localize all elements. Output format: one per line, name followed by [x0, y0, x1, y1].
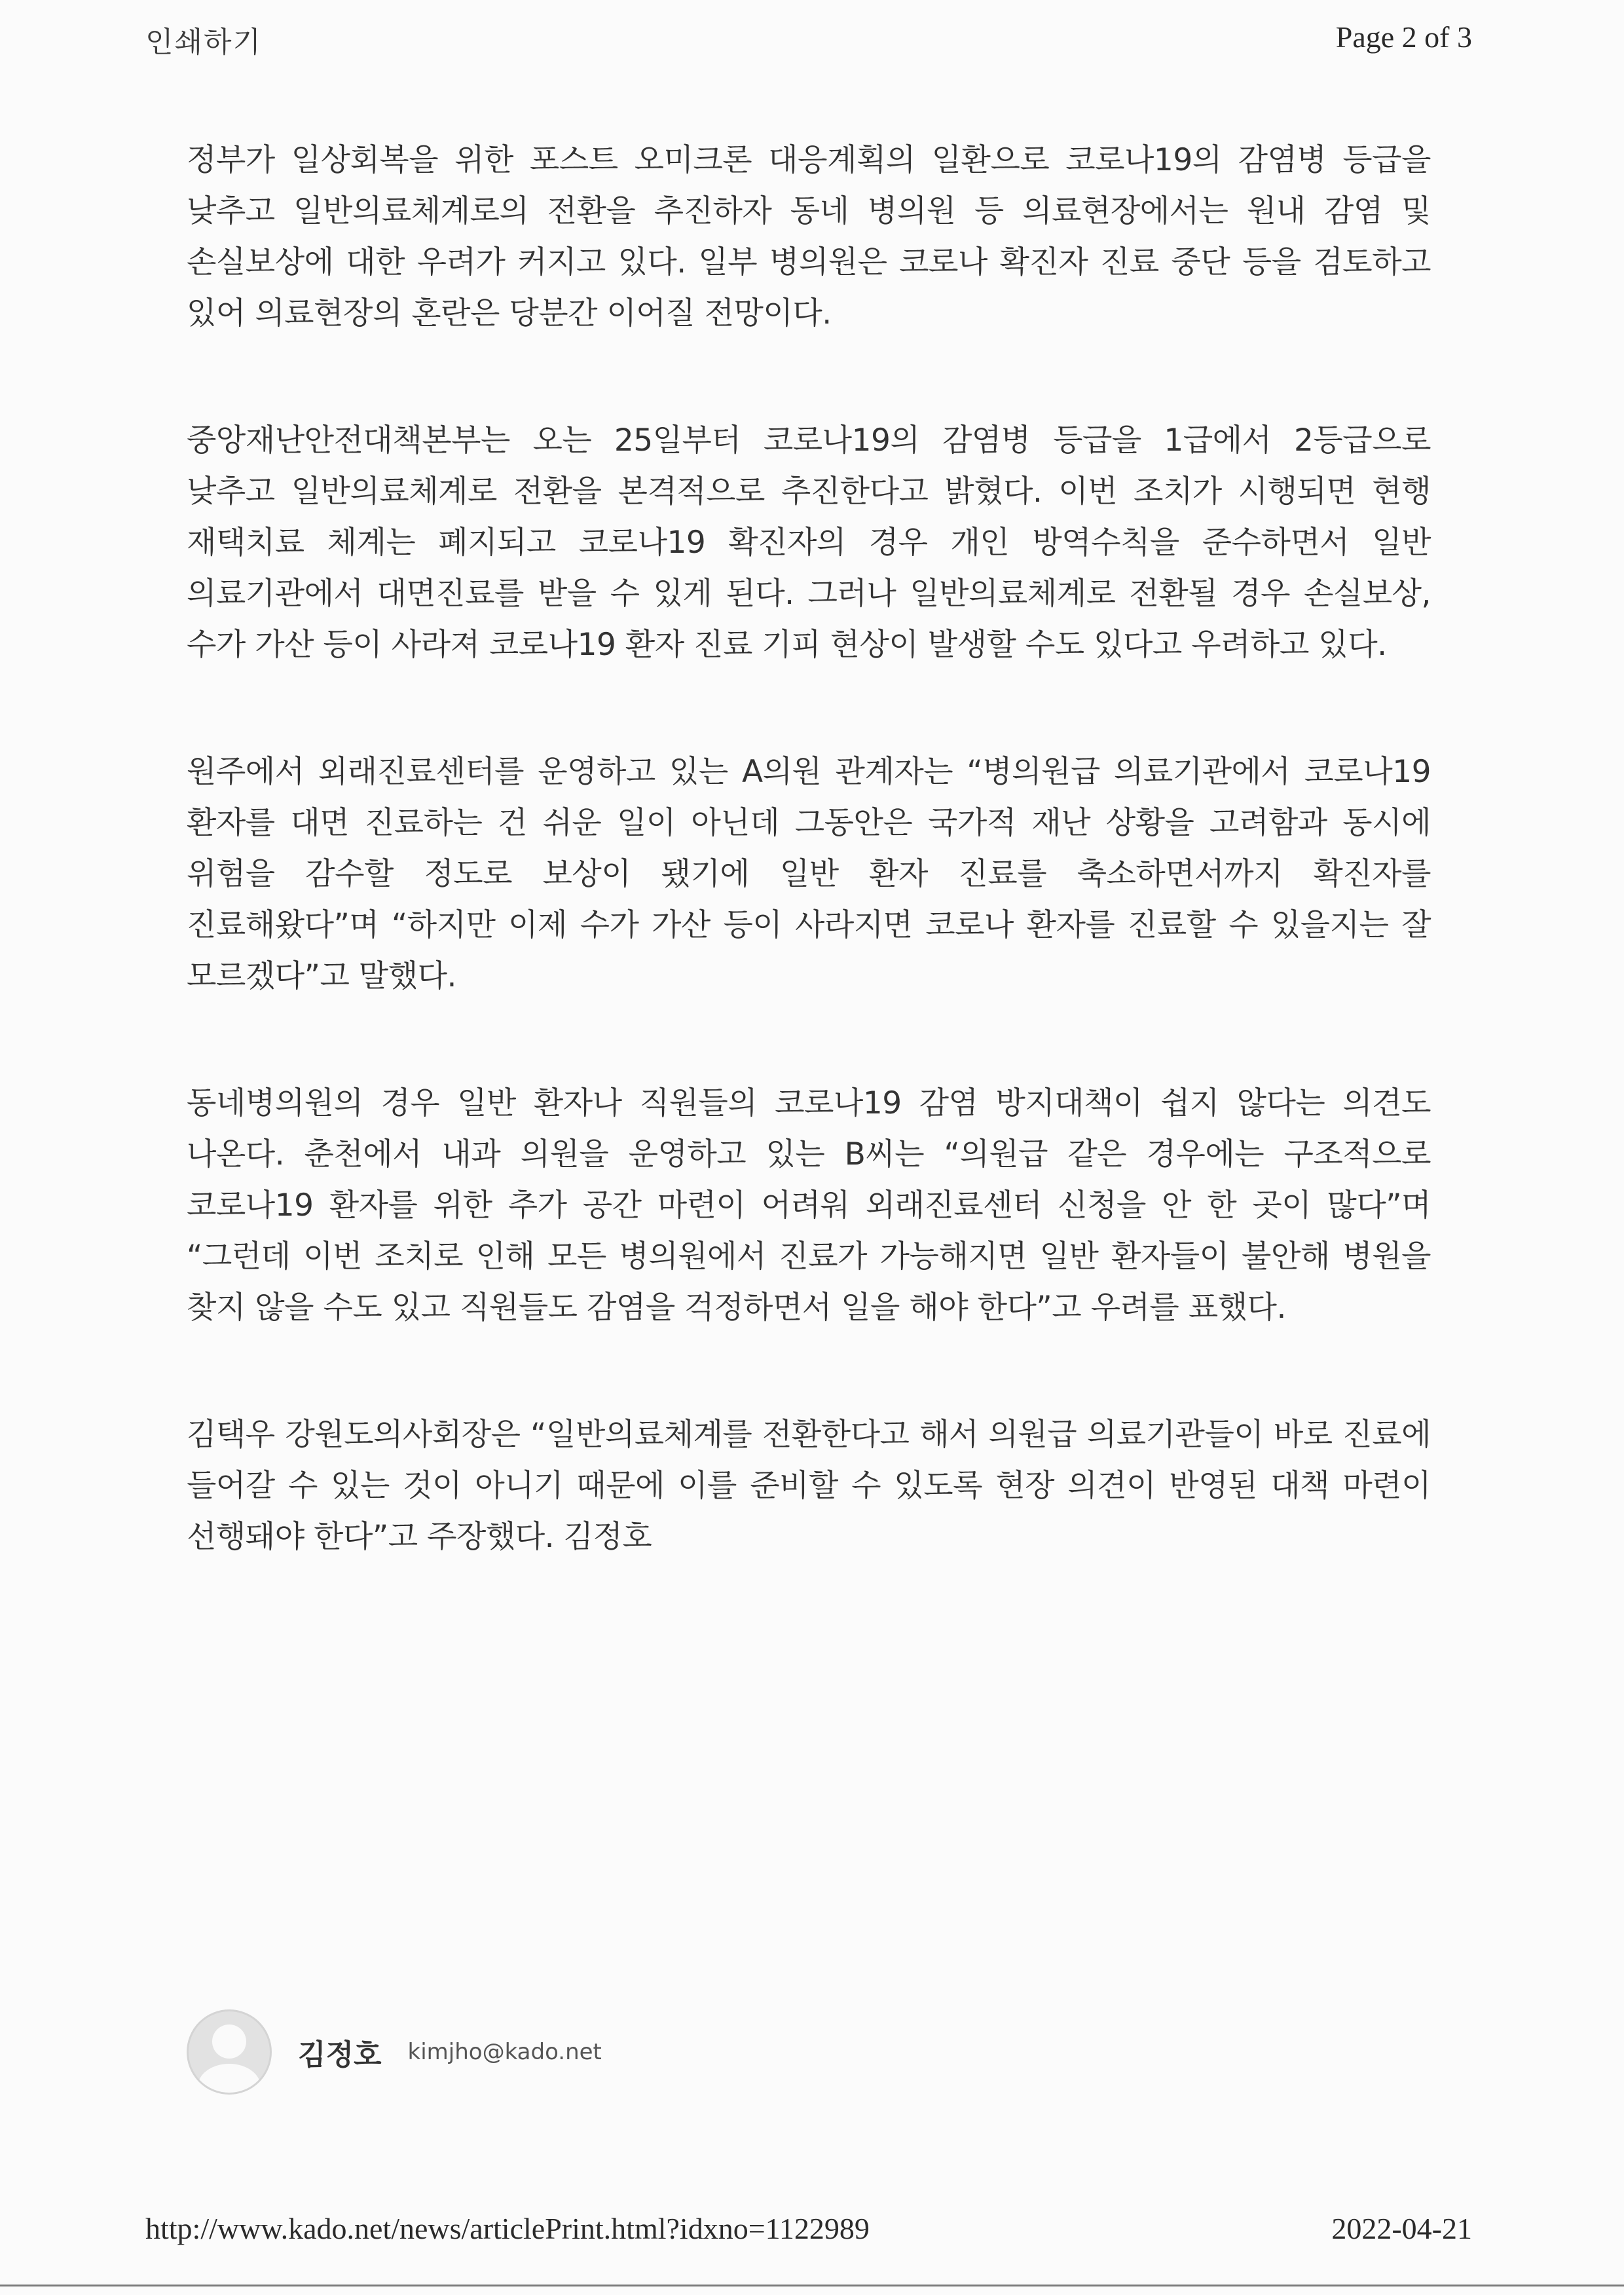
- article-paragraph-3: 원주에서 외래진료센터를 운영하고 있는 A의원 관계자는 “병의원급 의료기관에서 코로나19 환자를 대면 진료하는 건 쉬운 일이 아닌데 그동안은 국가적 재난 상황을 고려함과 동시에 위험을 감수할 정도로 보상이 됐기에 일반 환자 진료를 축소하면서까지 확진자를 진료해왔다”며 “하지만 이제 수가 가산 등이 사라지면 코로나 환자를 진료할 수 있을지는 잘 모르겠다”고 말했다.: [187, 754, 1431, 994]
- page-number: Page 2 of 3: [1335, 20, 1472, 54]
- author-byline: [187, 2009, 602, 2095]
- print-footer-url: http://www.kado.net/news/articlePrint.html?idxno=1122989: [145, 2212, 870, 2245]
- scan-edge-line: [0, 2285, 1624, 2286]
- print-header-title: 인쇄하기: [145, 26, 263, 59]
- article-paragraph-5: 김택우 강원도의사회장은 “일반의료체계를 전환한다고 해서 의원급 의료기관들이 바로 진료에 들어갈 수 있는 것이 아니기 때문에 이를 준비할 수 있도록 현장 의견이 반영된 대책 마련이 선행돼야 한다”고 주장했다. 김정호: [187, 1417, 1431, 1555]
- print-footer-date: 2022-04-21: [1331, 2212, 1472, 2245]
- author-email: kimjho@kado.net: [407, 2039, 602, 2065]
- article-paragraph-4: 동네병의원의 경우 일반 환자나 직원들의 코로나19 감염 방지대책이 쉽지 않다는 의견도 나온다. 춘천에서 내과 의원을 운영하고 있는 B씨는 “의원급 같은 경우에는 구조적으로 코로나19 환자를 위한 추가 공간 마련이 어려워 외래진료센터 신청을 안 한 곳이 많다”며 “그런데 이번 조치로 인해 모든 병의원에서 진료가 가능해지면 일반 환자들이 불안해 병원을 찾지 않을 수도 있고 직원들도 감염을 걱정하면서 일을 해야 한다”고 우려를 표했다.: [187, 1085, 1431, 1326]
- user-avatar-icon: [187, 2009, 272, 2095]
- article-paragraph-1: 정부가 일상회복을 위한 포스트 오미크론 대응계획의 일환으로 코로나19의 감염병 등급을 낮추고 일반의료체계로의 전환을 추진하자 동네 병의원 등 의료현장에서는 원내 감염 및 손실보상에 대한 우려가 커지고 있다. 일부 병의원은 코로나 확진자 진료 중단 등을 검토하고 있어 의료현장의 혼란은 당분간 이어질 전망이다.: [187, 142, 1431, 331]
- article-paragraph-2: 중앙재난안전대책본부는 오는 25일부터 코로나19의 감염병 등급을 1급에서 2등급으로 낮추고 일반의료체계로 전환을 본격적으로 추진한다고 밝혔다. 이번 조치가 시행되면 현행 재택치료 체계는 폐지되고 코로나19 확진자의 경우 개인 방역수칙을 준수하면서 일반 의료기관에서 대면진료를 받을 수 있게 된다. 그러나 일반의료체계로 전환될 경우 손실보상, 수가 가산 등이 사라져 코로나19 환자 진료 기피 현상이 발생할 수도 있다고 우려하고 있다.: [187, 422, 1431, 663]
- author-name: 김정호: [298, 2038, 382, 2072]
- article-body: [187, 135, 1431, 1639]
